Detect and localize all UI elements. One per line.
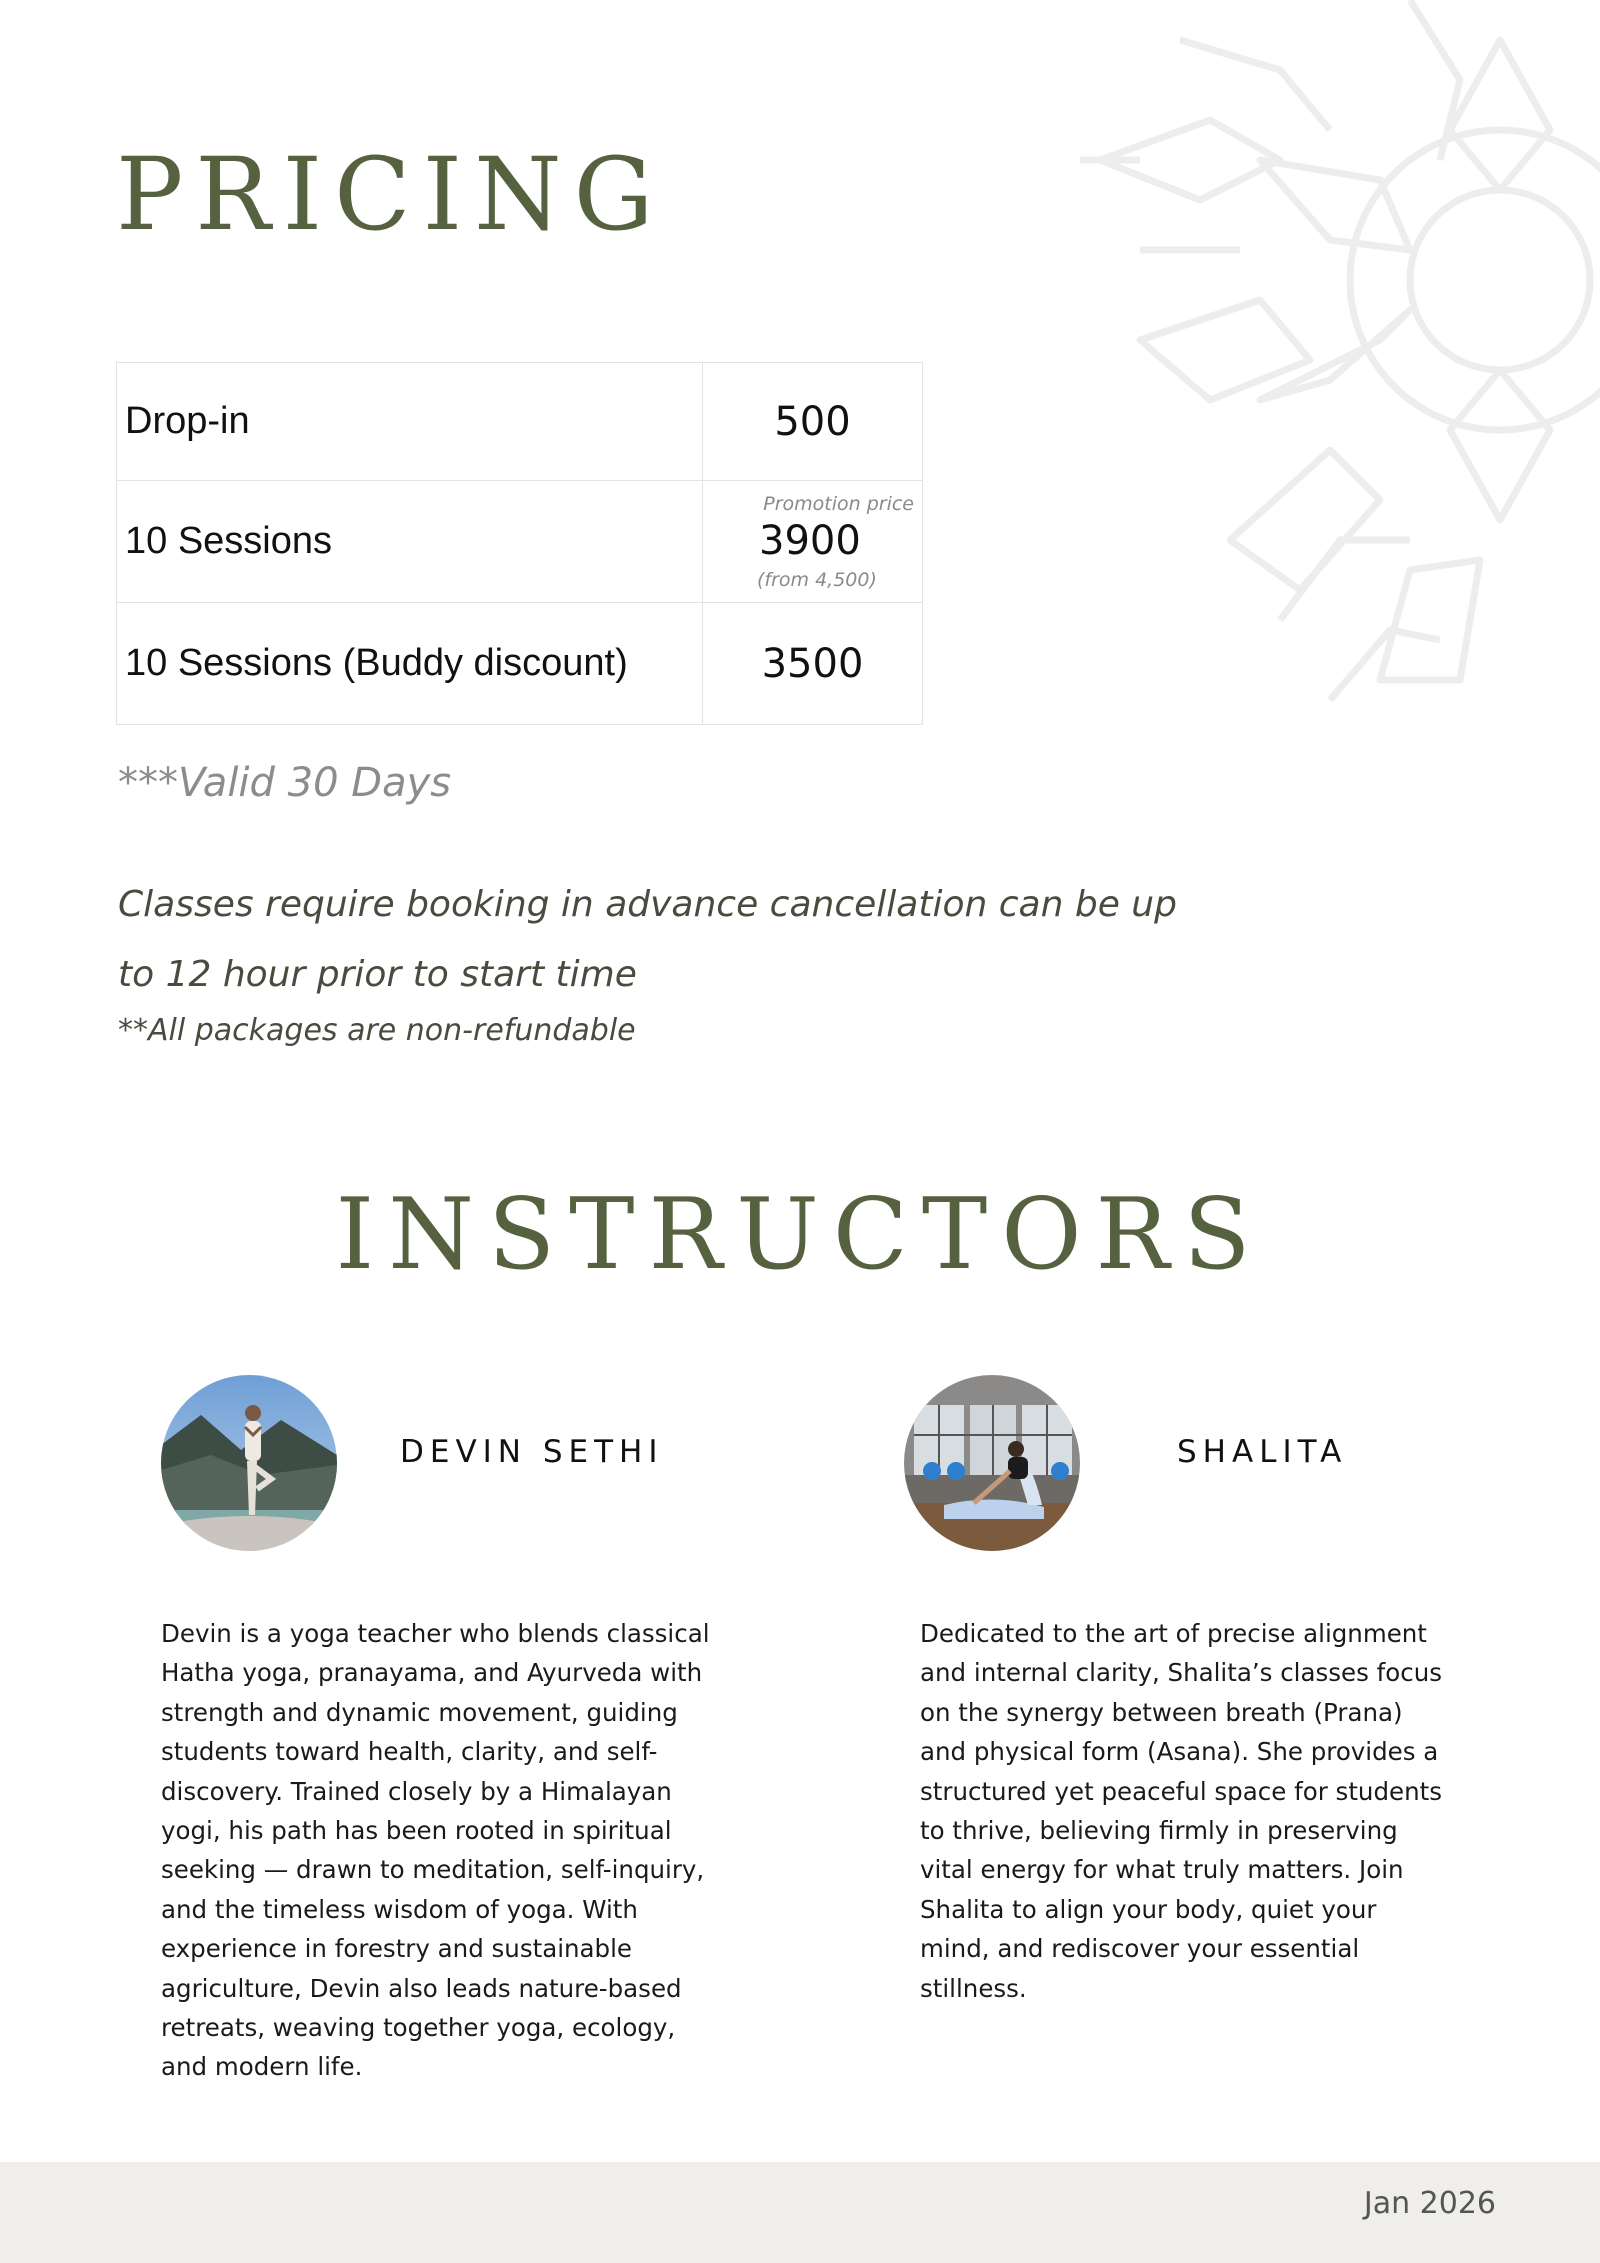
pricing-row-buddy (117, 603, 923, 725)
package-name: 10 Sessions (Buddy discount) (117, 603, 703, 725)
instructor-name-shalita: SHALITA (1177, 1434, 1348, 1470)
instructor-name-devin: DEVIN SETHI (400, 1434, 664, 1470)
pricing-table (116, 362, 923, 725)
promotion-label: Promotion price (763, 492, 914, 515)
original-price: (from 4,500) (757, 568, 877, 591)
instructors-title: INSTRUCTORS (335, 1178, 1265, 1292)
mandala-decoration-icon (1080, 0, 1600, 720)
package-name: Drop-in (117, 363, 703, 481)
pricing-title: PRICING (116, 136, 666, 253)
package-name: 10 Sessions (117, 481, 703, 603)
instructor-bio-shalita: Dedicated to the art of precise alignment and internal clarity, Shalita’s classes focus on the synergy between breath (Prana) and physical form (Asana). She provides a structured yet peaceful space for students to thrive, believing firmly in preserving vital energy for what truly matters. Join Shalita to align your body, quiet your mind, and rediscover your essential stillness. (920, 1619, 1443, 2003)
instructor-bio-devin: Devin is a yoga teacher who blends classical Hatha yoga, pranayama, and Ayurveda with strength and dynamic movement, guiding students toward health, clarity, and self-discovery. Trained closely by a Himalayan yogi, his path has been rooted in spiritual seeking — drawn to meditation, self-inquiry, and the timeless wisdom of yoga. With experience in forestry and sustainable agriculture, Devin also leads nature-based retreats, weaving together yoga, ecology, and modern life. (161, 1619, 710, 2082)
package-price: 3900 (759, 517, 861, 564)
avatar-shalita (904, 1375, 1080, 1551)
package-price: 3500 (703, 603, 923, 725)
footer (0, 2162, 1600, 2263)
package-price-cell (703, 481, 923, 603)
booking-note: Classes require booking in advance cancellation can be up to 12 hour prior to start time (118, 884, 1177, 995)
footer-date: Jan 2026 (1363, 2186, 1496, 2221)
refund-note: **All packages are non-refundable (118, 1013, 636, 1048)
avatar-devin (161, 1375, 337, 1551)
pricing-row-10-sessions (117, 481, 923, 603)
package-price: 500 (703, 363, 923, 481)
pricing-row-drop-in (117, 363, 923, 481)
validity-note: ***Valid 30 Days (118, 760, 452, 806)
